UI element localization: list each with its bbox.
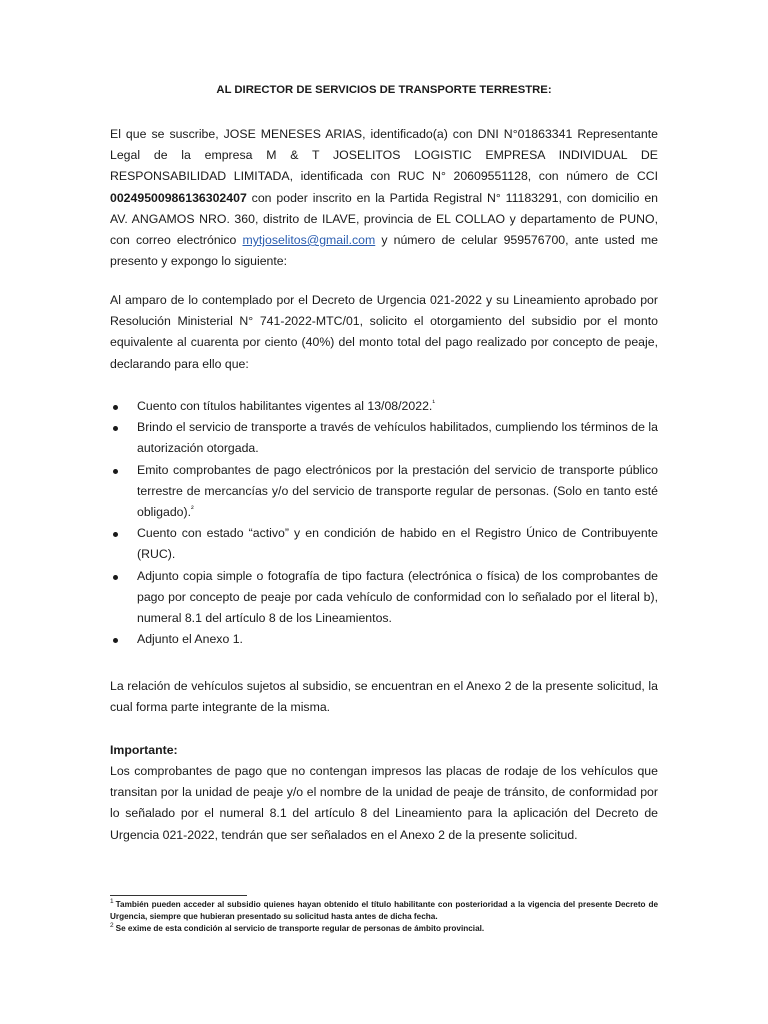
bullet-icon bbox=[113, 469, 118, 474]
email-link[interactable]: mytjoselitos@gmail.com bbox=[242, 233, 376, 248]
footnote-2 bbox=[110, 923, 658, 935]
amparo-paragraph: Al amparo de lo contemplado por el Decreto de Urgencia 021-2022 y su Lineamiento aprobado por Resolución Ministerial N° 741-2022-MTC/01, solicito el otorgamiento del subsidio por el monto equivalente al cuarenta por ciento (40%) del monto total del pago realizado por concepto de peaje, declarando para ello que: bbox=[110, 293, 658, 371]
list-item-text: Emito comprobantes de pago electrónicos por la prestación del servicio de transporte público terrestre de mercancías y/o del servicio de transporte regular de personas. (Solo en tanto esté obligado). bbox=[137, 462, 658, 520]
list-item-text: Cuento con títulos habilitantes vigentes al 13/08/2022. bbox=[137, 399, 433, 413]
bullet-icon bbox=[113, 638, 118, 643]
list-item bbox=[110, 523, 658, 565]
intro-text-2: con poder inscrito en la Partida Registral N° 11183291, con domicilio en AV. ANGAMOS NRO. 360, distrito de ILAVE, provincia de EL COLLAO y departamento de PUNO, con correo electrónico bbox=[110, 190, 658, 248]
intro-paragraph bbox=[110, 124, 658, 272]
footnote-divider bbox=[110, 895, 247, 896]
intro-text-3: y número de celular 959576700, ante usted me presento y expongo lo siguiente: bbox=[110, 233, 658, 269]
footnote-text: También pueden acceder al subsidio quienes hayan obtenido el título habilitante con posterioridad a la vigencia del presente Decreto de Urgencia, siempre que hubieran presentado su solicitud hasta antes de dicha fecha. bbox=[110, 900, 658, 921]
bullet-icon bbox=[113, 532, 118, 537]
bullet-icon bbox=[113, 575, 118, 580]
footnote-number: 2 bbox=[110, 922, 114, 930]
list-item bbox=[110, 460, 658, 524]
footnote-1 bbox=[110, 899, 658, 923]
list-item bbox=[110, 417, 658, 459]
footnote-ref: ² bbox=[191, 503, 194, 513]
footnote-number: 1 bbox=[110, 898, 114, 906]
list-item-text: Cuento con estado “activo” y en condición de habido en el Registro Único de Contribuyente (RUC). bbox=[137, 526, 658, 562]
list-item-text: Adjunto copia simple o fotografía de tipo factura (electrónica o física) de los comprobantes de pago por concepto de peaje por cada vehículo de conformidad con lo señalado por el literal b), numeral 8.1 del artículo 8 de los Lineamientos. bbox=[137, 568, 658, 626]
list-item-text: Adjunto el Anexo 1. bbox=[137, 632, 243, 647]
bullet-icon bbox=[113, 405, 118, 410]
cci-number: 00249500986136302407 bbox=[110, 190, 247, 205]
importante-paragraph: Los comprobantes de pago que no contengan impresos las placas de rodaje de los vehículos que transitan por la unidad de peaje y/o el nombre de la unidad de peaje de tránsito, de conformidad por lo señalado por el numeral 8.1 del artículo 8 del Lineamiento para la aplicación del Decreto de Urgencia 021-2022, tendrán que ser señalados en el Anexo 2 de la presente solicitud. bbox=[110, 764, 658, 842]
declaration-list bbox=[110, 396, 658, 650]
relacion-paragraph: La relación de vehículos sujetos al subsidio, se encuentran en el Anexo 2 de la presente solicitud, la cual forma parte integrante de la misma. bbox=[110, 679, 658, 715]
list-item-text: Brindo el servicio de transporte a través de vehículos habilitados, cumpliendo los términos de la autorización otorgada. bbox=[137, 420, 658, 456]
list-item bbox=[110, 566, 658, 630]
footnote-text: Se exime de esta condición al servicio de transporte regular de personas de ámbito provincial. bbox=[115, 924, 485, 933]
document-title: AL DIRECTOR DE SERVICIOS DE TRANSPORTE TERRESTRE: bbox=[216, 84, 552, 96]
bullet-icon bbox=[113, 426, 118, 431]
list-item bbox=[110, 629, 658, 650]
footnote-ref: ¹ bbox=[432, 397, 436, 407]
importante-heading: Importante: bbox=[110, 743, 178, 757]
intro-text-1: El que se suscribe, JOSE MENESES ARIAS, identificado(a) con DNI N°01863341 Representante Legal de la empresa M & T JOSELITOS LOGISTIC EMPRESA INDIVIDUAL DE RESPONSABILIDAD LIMITADA, identificada con RUC N° 20609551128, con número de CCI bbox=[110, 127, 658, 184]
list-item bbox=[110, 396, 658, 417]
